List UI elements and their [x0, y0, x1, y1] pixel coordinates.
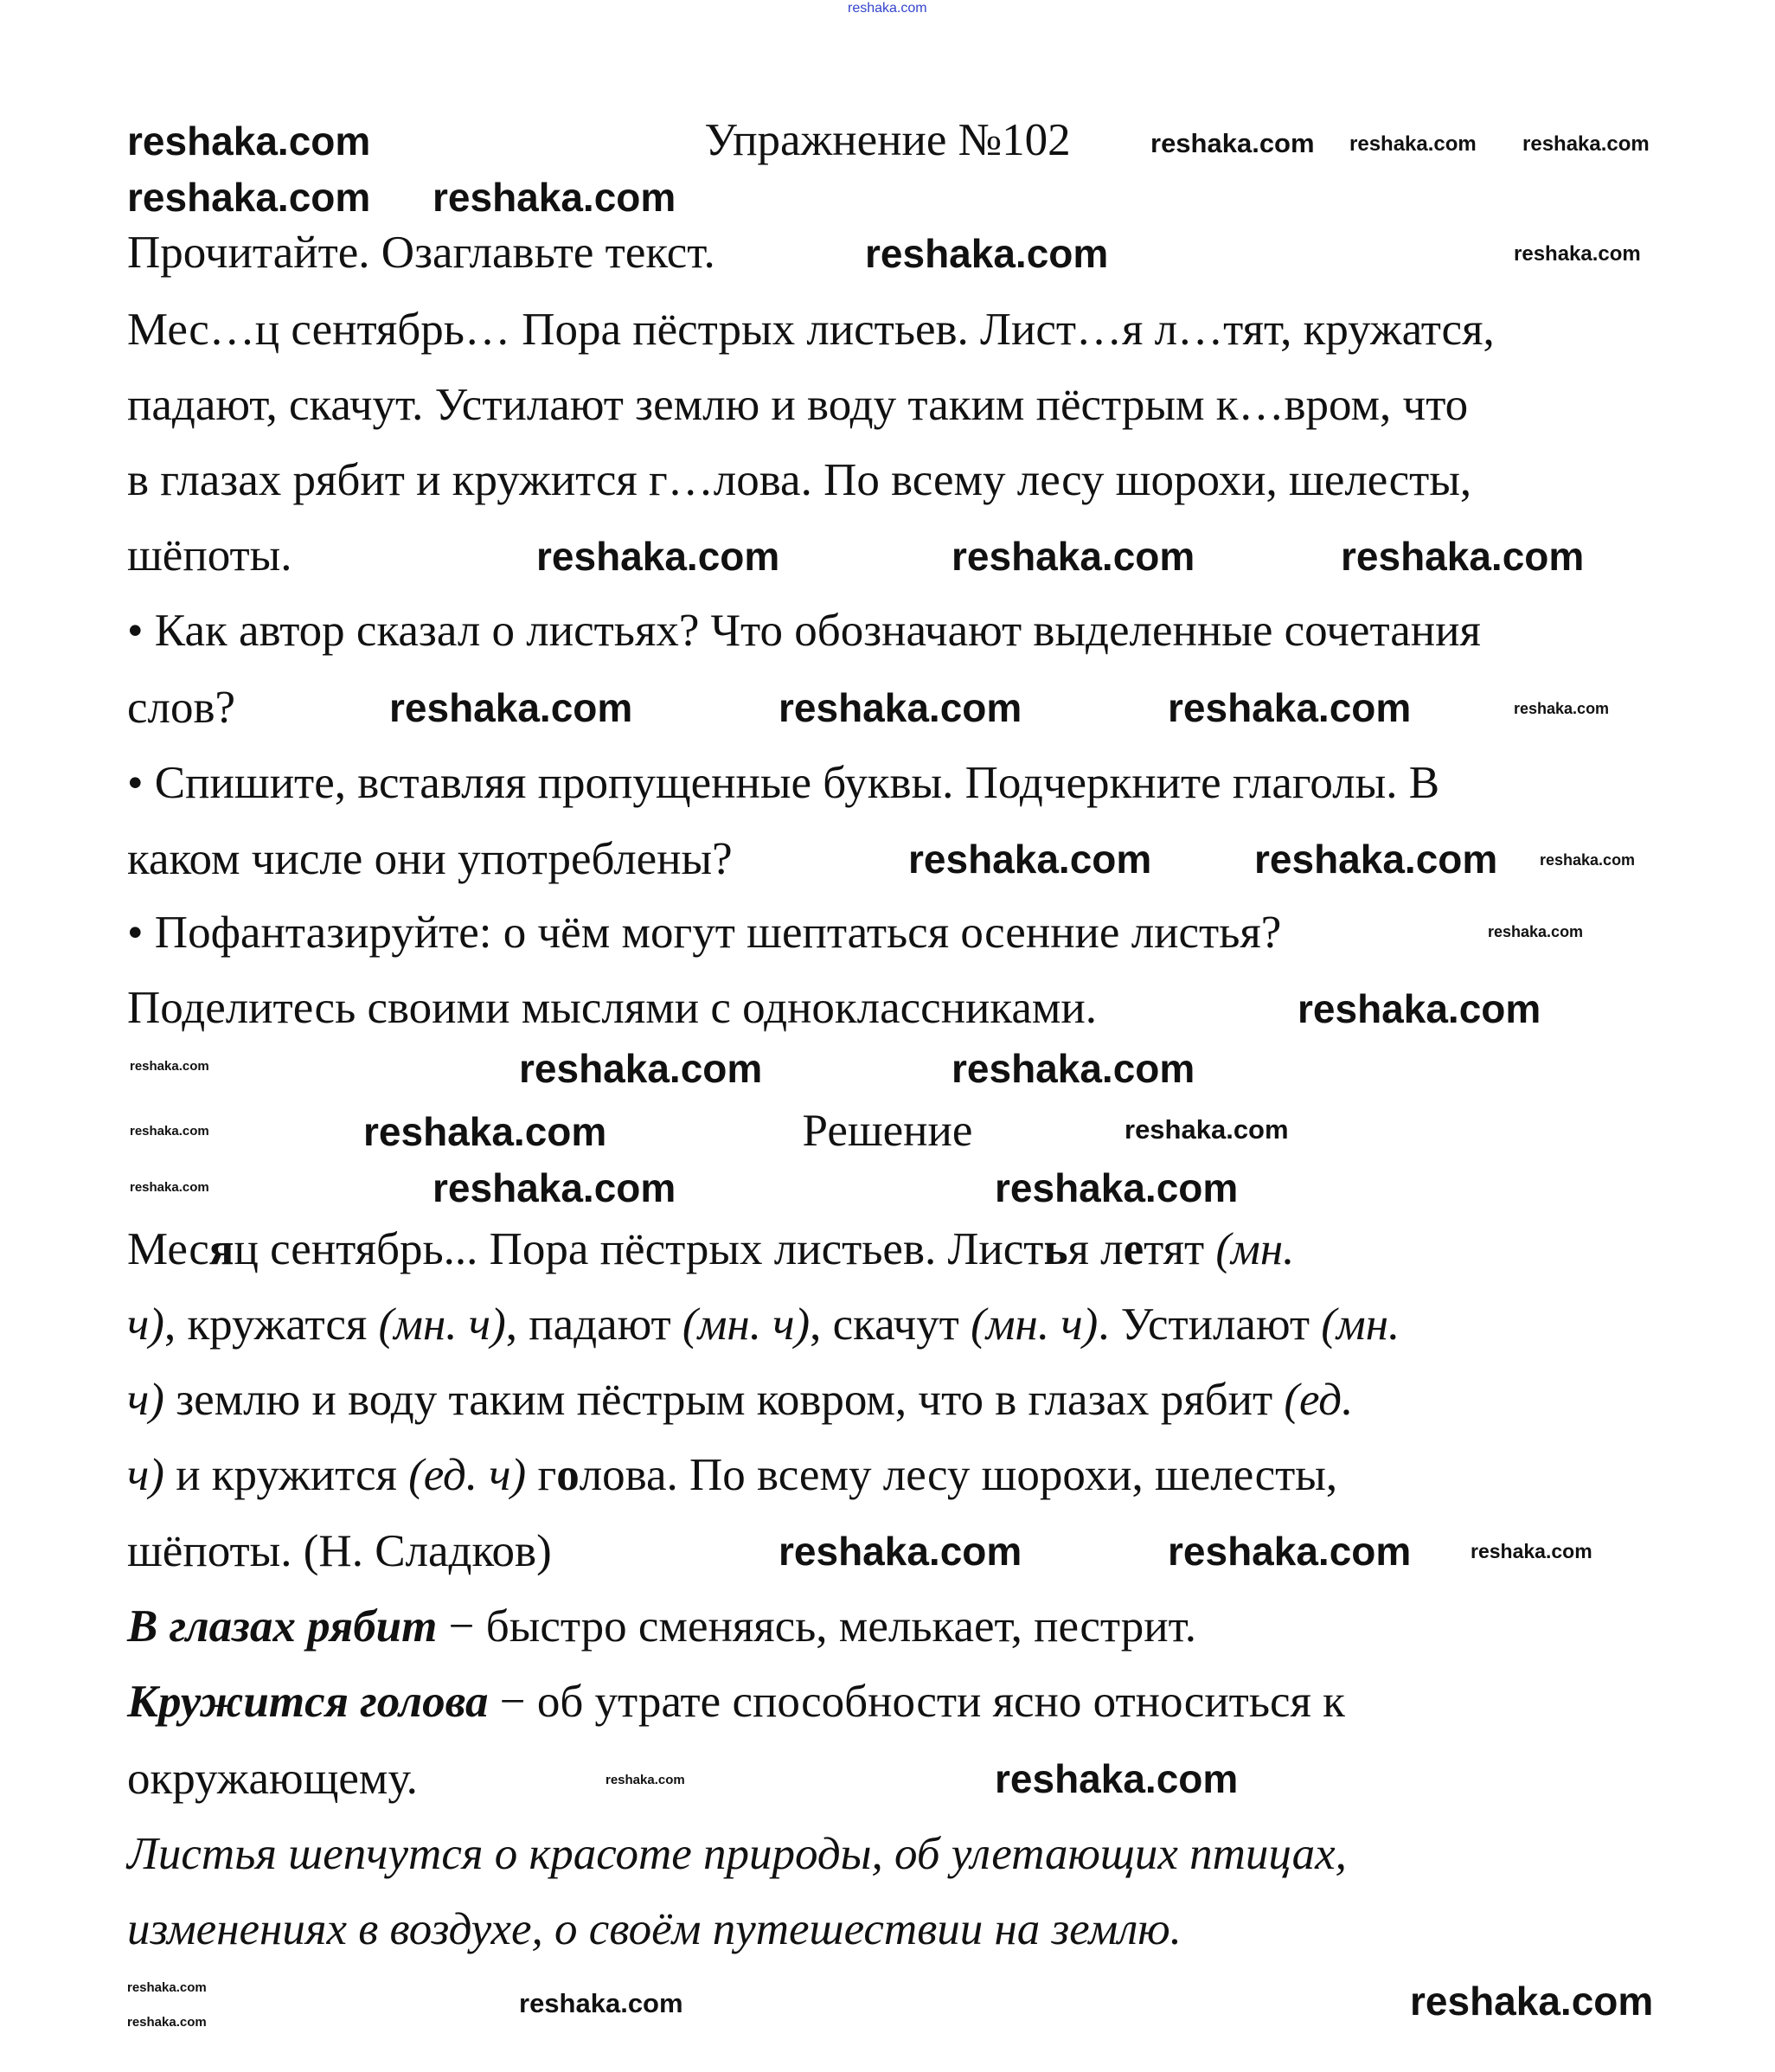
exercise-line — [127, 980, 1097, 1036]
watermark: reshaka.com — [130, 1059, 209, 1074]
text-segment: • Пофантазируйте: о чём могут шептаться осенние листья? — [127, 908, 1282, 959]
text-segment: г — [526, 1450, 557, 1501]
watermark: reshaka.com — [1168, 1529, 1412, 1574]
watermark: reshaka.com — [1522, 132, 1650, 156]
watermark: reshaka.com — [1514, 700, 1610, 717]
text-segment: тят — [1144, 1223, 1216, 1274]
watermark: reshaka.com — [389, 685, 633, 730]
text-segment: (мн. — [1215, 1223, 1295, 1274]
exercise-line — [127, 528, 292, 583]
watermark: reshaka.com — [1514, 242, 1641, 266]
text-segment: ч) — [127, 1299, 164, 1350]
text-segment: , скачут — [810, 1299, 971, 1350]
watermark: reshaka.com — [1168, 685, 1412, 730]
watermark: reshaka.com — [1488, 923, 1584, 940]
text-segment: ь — [1043, 1223, 1068, 1274]
page-title: Упражнение №102 — [704, 115, 1071, 165]
watermark: reshaka.com — [130, 1180, 209, 1195]
watermark: reshaka.com — [127, 1980, 207, 1995]
text-segment: Прочитайте. Озаглавьте текст. — [127, 227, 715, 278]
exercise-line — [127, 302, 1495, 357]
watermark: reshaka.com — [1540, 851, 1636, 869]
text-segment: падают, скачут. Устилают землю и воду таким пёстрым к…вром, что — [127, 379, 1469, 430]
watermark: reshaka.com — [1298, 986, 1541, 1031]
text-segment: слов? — [127, 683, 236, 734]
text-segment: . Устилают — [1098, 1299, 1322, 1350]
solution-line — [127, 1674, 1345, 1729]
text-segment: шёпоты. — [127, 530, 292, 581]
text-segment: , падают — [505, 1299, 682, 1350]
exercise-line — [127, 603, 1481, 658]
watermark: reshaka.com — [1471, 1540, 1592, 1562]
exercise-line — [127, 680, 235, 735]
text-segment: лова. По всему лесу шорохи, шелесты, — [579, 1450, 1338, 1501]
watermark: reshaka.com — [1410, 1979, 1654, 2024]
watermark: reshaka.com — [995, 1756, 1239, 1801]
text-segment: ч) — [127, 1450, 164, 1501]
solution-line — [127, 1524, 552, 1579]
top-watermark: reshaka.com — [848, 1, 927, 16]
watermark: reshaka.com — [519, 1046, 763, 1091]
watermark: reshaka.com — [1349, 132, 1477, 156]
text-segment: землю и воду таким пёстрым ковром, что в глазах рябит — [163, 1375, 1285, 1426]
text-segment: • Спишите, вставляя пропущенные буквы. Подчеркните глаголы. В — [127, 758, 1440, 809]
text-segment: (мн. — [1321, 1299, 1400, 1350]
watermark: reshaka.com — [1150, 128, 1315, 158]
watermark: reshaka.com — [127, 175, 371, 220]
watermark: reshaka.com — [127, 119, 371, 164]
text-segment: В глазах рябит — [127, 1601, 438, 1652]
watermark: reshaka.com — [865, 231, 1109, 276]
watermark: reshaka.com — [130, 1124, 209, 1139]
text-segment: Кружится голова — [127, 1677, 489, 1728]
solution-line — [127, 1751, 418, 1806]
text-segment: изменениях в воздухе, о своём путешествии на землю. — [127, 1904, 1182, 1955]
solution-line — [127, 1297, 1400, 1352]
text-segment: • Как автор сказал о листьях? Что обозначают выделенные сочетания — [127, 606, 1481, 657]
exercise-line — [127, 831, 733, 887]
text-segment: , кружатся — [163, 1299, 379, 1350]
exercise-line — [127, 905, 1281, 960]
text-segment: (ед. — [1284, 1375, 1354, 1426]
watermark: reshaka.com — [536, 534, 780, 579]
text-segment: окружающему. — [127, 1753, 418, 1804]
text-segment: Мес…ц сентябрь… Пора пёстрых листьев. Лист…я л…тят, кружатся, — [127, 304, 1495, 355]
text-segment: (мн. ч) — [378, 1299, 506, 1350]
watermark: reshaka.com — [363, 1109, 607, 1154]
text-segment: шёпоты. (Н. Сладков) — [127, 1525, 552, 1576]
solution-line — [127, 1372, 1353, 1427]
solution-line — [127, 1902, 1182, 1957]
exercise-line — [127, 225, 715, 280]
watermark: reshaka.com — [779, 1529, 1022, 1574]
watermark: reshaka.com — [1254, 837, 1498, 882]
solution-line — [127, 1826, 1347, 1882]
text-segment: ц сентябрь... Пора пёстрых листьев. Лист — [234, 1223, 1044, 1274]
watermark: reshaka.com — [952, 1046, 1195, 1091]
text-segment: каком числе они употреблены? — [127, 833, 733, 884]
watermark: reshaka.com — [127, 2015, 207, 2030]
text-segment: я л — [1067, 1223, 1124, 1274]
solution-line — [127, 1599, 1196, 1654]
exercise-line — [127, 377, 1468, 433]
text-segment: я — [208, 1223, 234, 1274]
solution-line — [127, 1447, 1337, 1503]
text-segment: − быстро сменяясь, мелькает, пестрит. — [437, 1601, 1196, 1652]
text-segment: (ед. ч) — [408, 1450, 527, 1501]
text-segment: е — [1123, 1223, 1144, 1274]
text-segment: Мес — [127, 1223, 209, 1274]
text-segment: Поделитесь своими мыслями с одноклассниками. — [127, 983, 1098, 1034]
watermark: reshaka.com — [995, 1165, 1239, 1210]
text-segment: (мн. ч) — [682, 1299, 811, 1350]
watermark: reshaka.com — [433, 175, 676, 220]
solution-heading: Решение — [802, 1106, 973, 1156]
solution-line — [127, 1222, 1294, 1277]
exercise-line — [127, 755, 1439, 811]
text-segment: о — [556, 1450, 580, 1501]
watermark: reshaka.com — [952, 534, 1195, 579]
text-segment: и кружится — [163, 1450, 409, 1501]
text-segment: − об утрате способности ясно относиться к — [488, 1677, 1345, 1728]
watermark: reshaka.com — [606, 1773, 685, 1787]
watermark: reshaka.com — [519, 1988, 683, 2018]
text-segment: (мн. ч) — [971, 1299, 1099, 1350]
text-segment: ч) — [127, 1375, 164, 1426]
watermark: reshaka.com — [1341, 534, 1585, 579]
watermark: reshaka.com — [1125, 1114, 1289, 1145]
watermark: reshaka.com — [908, 837, 1152, 882]
watermark: reshaka.com — [779, 685, 1022, 730]
text-segment: Листья шепчутся о красоте природы, об улетающих птицах, — [127, 1829, 1347, 1880]
text-segment: в глазах рябит и кружится г…лова. По всему лесу шорохи, шелесты, — [127, 454, 1472, 505]
watermark: reshaka.com — [433, 1165, 676, 1210]
exercise-line — [127, 452, 1471, 508]
